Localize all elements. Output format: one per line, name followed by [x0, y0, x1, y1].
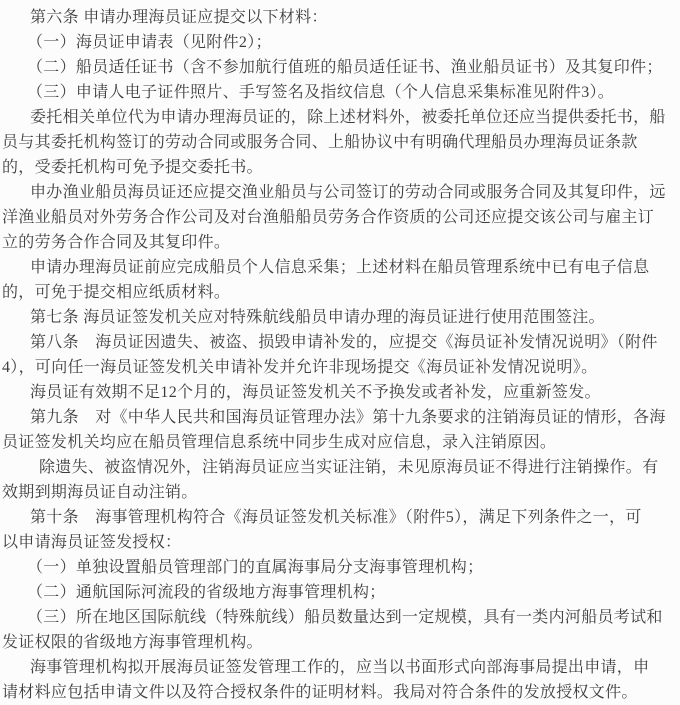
doc-line: 立的劳务合作合同及其复印件。	[2, 234, 231, 251]
doc-line: 请材料应包括申请文件以及符合授权条件的证明材料。我局对符合条件的发放授权文件。	[2, 684, 638, 701]
doc-line: 海事管理机构拟开展海员证签发管理工作的，应当以书面形式向部海事局提出申请，申	[30, 659, 650, 676]
doc-line-item-3: （三）申请人电子证件照片、手写签名及指纹信息（个人信息采集标准见附件3）。	[27, 84, 615, 101]
doc-line: 员证签发机关均应在船员管理信息系统中同步生成对应信息，录入注销原因。	[2, 434, 557, 451]
doc-line-item-3: （三）所在地区国际航线（特殊航线）船员数量达到一定规模，具有一类内河船员考试和	[27, 609, 663, 626]
doc-line: 发证权限的省级地方海事管理机构。	[2, 634, 263, 651]
doc-line: 洋渔业船员对外劳务合作公司及对台渔船船员劳务合作资质的公司还应提交该公司与雇主订	[2, 209, 655, 226]
doc-line-article-9: 第九条 对《中华人民共和国海员证管理办法》第十九条要求的注销海员证的情形，各海	[30, 409, 666, 426]
doc-line: 申办渔业船员海员证还应提交渔业船员与公司签订的劳动合同或服务合同及其复印件，远	[30, 184, 666, 201]
doc-line: 委托相关单位代为申请办理海员证的，除上述材料外，被委托单位还应当提供委托书，船	[30, 109, 666, 126]
doc-line: 以申请海员证签发授权：	[2, 534, 182, 551]
doc-line: 除遗失、被盗情况外，注销海员证应当实证注销，未见原海员证不得进行注销操作。有	[39, 459, 659, 476]
doc-line: 的，受委托机构可免予提交委托书。	[2, 159, 263, 176]
doc-line-article-10: 第十条 海事管理机构符合《海员证签发机关标准》（附件5），满足下列条件之一，可	[30, 509, 642, 526]
doc-line: 4），可向任一海员证签发机关申请补发并允许非现场提交《海员证补发情况说明》。	[2, 359, 598, 376]
doc-line-article-7: 第七条 海员证签发机关应对特殊航线船员申请办理的海员证进行使用范围签注。	[30, 309, 605, 326]
doc-line: 效期到期海员证自动注销。	[2, 484, 198, 501]
doc-line-article-6: 第六条 申请办理海员证应提交以下材料：	[30, 9, 328, 26]
doc-line: 的，可免于提交相应纸质材料。	[2, 284, 231, 301]
doc-line: 员与其委托机构签订的劳动合同或服务合同、上船协议中有明确代理船员办理海员证条款	[2, 134, 638, 151]
doc-line: 申请办理海员证前应完成船员个人信息采集；上述材料在船员管理系统中已有电子信息	[30, 259, 650, 276]
doc-line-item-2: （二）船员适任证书（含不参加航行值班的船员适任证书、渔业船员证书）及其复印件；	[27, 59, 663, 76]
doc-line: 海员证有效期不足12个月的，海员证签发机关不予换发或者补发，应重新签发。	[30, 384, 601, 401]
doc-line-item-2: （二）通航国际河流段的省级地方海事管理机构；	[27, 584, 386, 601]
doc-line-item-1: （一）海员证申请表（见附件2）；	[27, 34, 272, 51]
doc-line-item-1: （一）单独设置船员管理部门的直属海事局分支海事管理机构；	[27, 559, 484, 576]
doc-line-article-8: 第八条 海员证因遗失、被盗、损毁申请补发的，应提交《海员证补发情况说明》（附件	[30, 334, 658, 351]
